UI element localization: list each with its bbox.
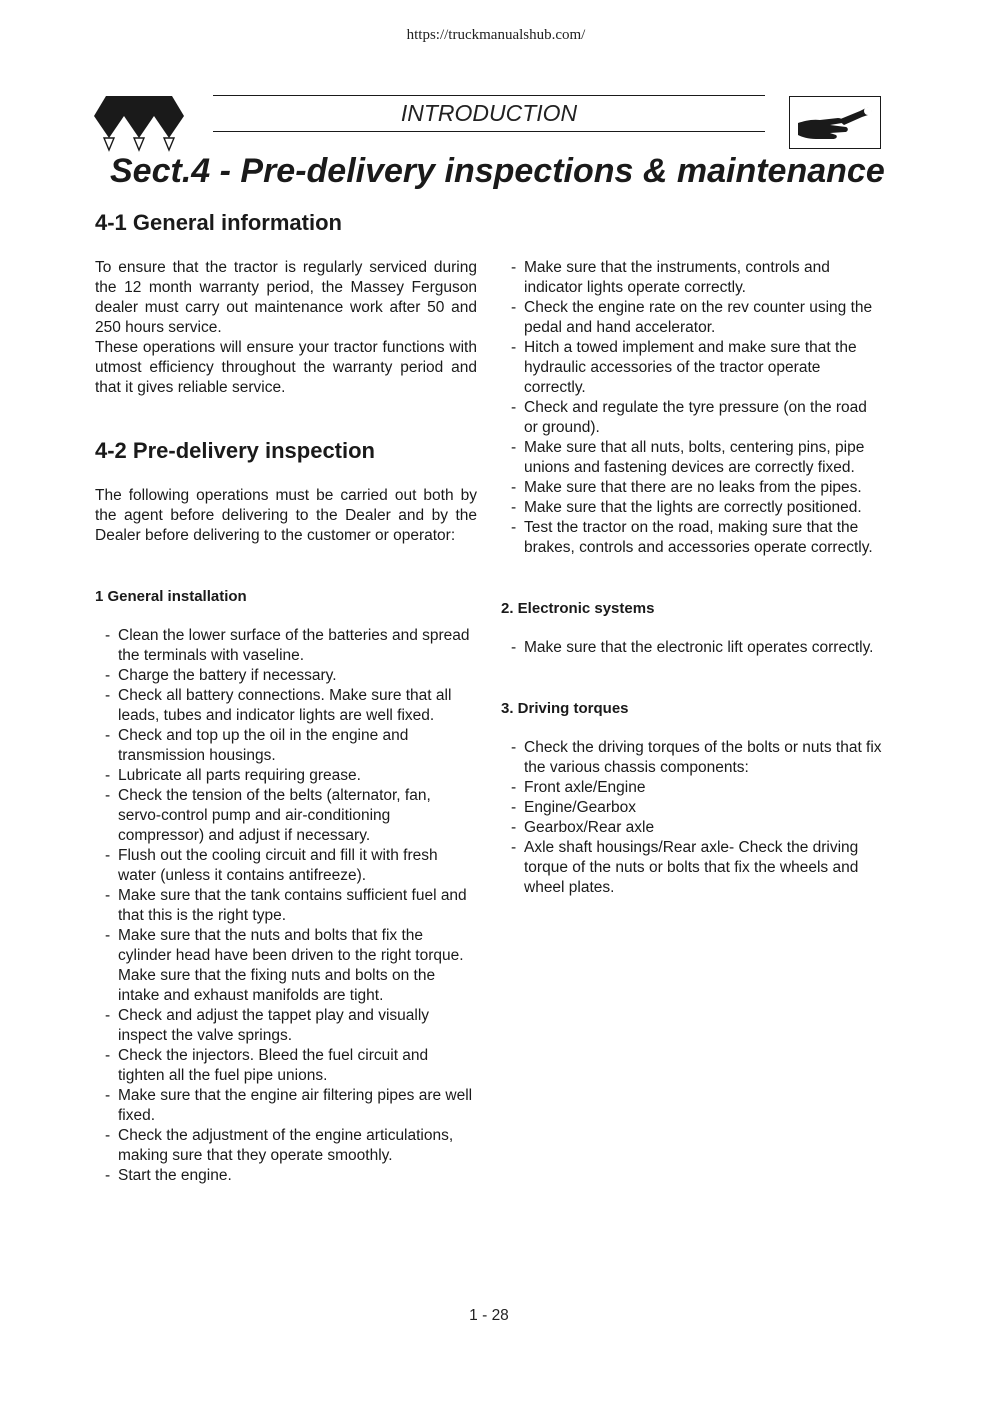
heading-4-1: 4-1 General information bbox=[95, 210, 342, 235]
heading-4-2: 4-2 Pre-delivery inspection bbox=[95, 438, 375, 463]
list-item: - Check and adjust the tappet play and visually inspect the valve springs. bbox=[105, 1006, 477, 1046]
list-item: - Check all battery connections. Make sure that all leads, tubes and indicator lights are well fixed. bbox=[105, 686, 477, 726]
header-rule-top bbox=[213, 95, 765, 96]
list-item: - Front axle/Engine bbox=[511, 778, 884, 798]
page-number: 1 - 28 bbox=[469, 1307, 509, 1324]
electronic-systems-list bbox=[511, 638, 884, 658]
massey-ferguson-logo bbox=[94, 96, 184, 152]
list-item: - Engine/Gearbox bbox=[511, 798, 884, 818]
paragraph: These operations will ensure your tractor functions with utmost efficiency throughout the warranty period and that it gives reliable service. bbox=[95, 339, 477, 396]
source-url: https://truckmanualshub.com/ bbox=[406, 27, 586, 43]
list-item: - Make sure that all nuts, bolts, centering pins, pipe unions and fastening devices are correctly fixed. bbox=[511, 438, 884, 478]
list-item: - Make sure that the electronic lift operates correctly. bbox=[511, 638, 884, 658]
list-item: - Start the engine. bbox=[105, 1166, 477, 1186]
list-item: - Test the tractor on the road, making sure that the brakes, controls and accessories operate correctly. bbox=[511, 518, 884, 558]
heading-driving-torques: 3. Driving torques bbox=[501, 700, 629, 717]
list-item: - Make sure that the lights are correctly positioned. bbox=[511, 498, 884, 518]
list-item: - Make sure that the nuts and bolts that fix the cylinder head have been driven to the right torque. Make sure that the fixing nuts and bolts on the intake and exhaust manifolds are tight. bbox=[105, 926, 477, 1006]
list-item: - Check the tension of the belts (alternator, fan, servo-control pump and air-conditioning compressor) and adjust if necessary. bbox=[105, 786, 477, 846]
list-item: - Make sure that the tank contains sufficient fuel and that this is the right type. bbox=[105, 886, 477, 926]
heading-general-installation: 1 General installation bbox=[95, 588, 247, 605]
list-item: - Check the injectors. Bleed the fuel circuit and tighten all the fuel pipe unions. bbox=[105, 1046, 477, 1086]
paragraph: To ensure that the tractor is regularly serviced during the 12 month warranty period, the Massey Ferguson dealer must carry out maintenance work after 50 and 250 hours service. bbox=[95, 259, 477, 336]
list-item: - Flush out the cooling circuit and fill it with fresh water (unless it contains antifreeze). bbox=[105, 846, 477, 886]
list-item: - Make sure that the instruments, controls and indicator lights operate correctly. bbox=[511, 258, 884, 298]
heading-electronic-systems: 2. Electronic systems bbox=[501, 600, 655, 617]
list-item: - Check the driving torques of the bolts or nuts that fix the various chassis components: bbox=[511, 738, 884, 778]
page-title: Sect.4 - Pre-delivery inspections & maintenance bbox=[110, 152, 885, 190]
list-item: - Make sure that the engine air filtering pipes are well fixed. bbox=[105, 1086, 477, 1126]
pre-delivery-intro bbox=[95, 486, 477, 546]
list-item: - Axle shaft housings/Rear axle- Check the driving torque of the nuts or bolts that fix the wheels and wheel plates. bbox=[511, 838, 884, 898]
paragraph: The following operations must be carried out both by the agent before delivering to the Dealer and by the Dealer before delivering to the customer or operator: bbox=[95, 487, 477, 544]
header-rule-bottom bbox=[213, 131, 765, 132]
general-information-text bbox=[95, 258, 477, 398]
list-item: - Gearbox/Rear axle bbox=[511, 818, 884, 838]
general-installation-list bbox=[105, 626, 477, 1186]
list-item: - Charge the battery if necessary. bbox=[105, 666, 477, 686]
list-item: - Check and top up the oil in the engine and transmission housings. bbox=[105, 726, 477, 766]
list-item: - Make sure that there are no leaks from the pipes. bbox=[511, 478, 884, 498]
driving-torques-list bbox=[511, 738, 884, 898]
list-item: - Hitch a towed implement and make sure that the hydraulic accessories of the tractor operate correctly. bbox=[511, 338, 884, 398]
list-item: - Check the engine rate on the rev counter using the pedal and hand accelerator. bbox=[511, 298, 884, 338]
general-installation-list-continued bbox=[511, 258, 884, 558]
wrench-hand-icon bbox=[789, 96, 881, 149]
header-section-label: INTRODUCTION bbox=[400, 100, 578, 126]
list-item: - Check the adjustment of the engine articulations, making sure that they operate smoothly. bbox=[105, 1126, 477, 1166]
list-item: - Lubricate all parts requiring grease. bbox=[105, 766, 477, 786]
list-item: - Clean the lower surface of the batteries and spread the terminals with vaseline. bbox=[105, 626, 477, 666]
list-item: - Check and regulate the tyre pressure (on the road or ground). bbox=[511, 398, 884, 438]
